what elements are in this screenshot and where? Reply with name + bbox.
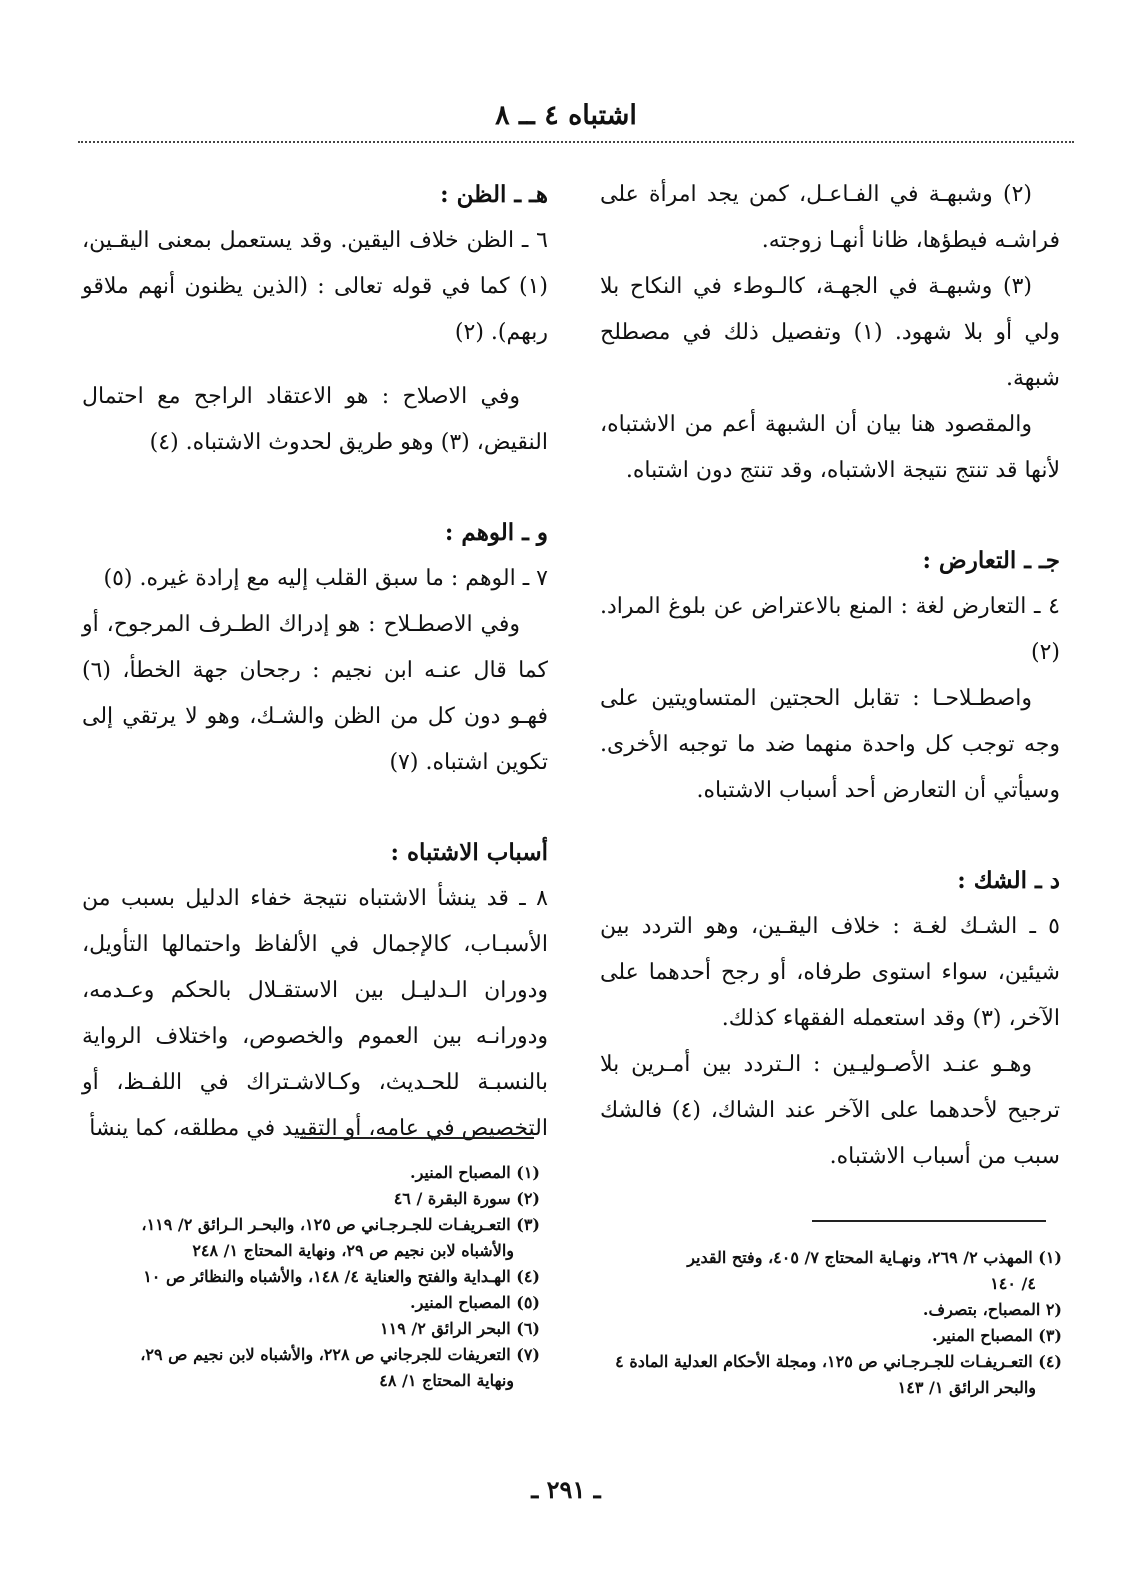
header-dotted-rule bbox=[78, 141, 1074, 143]
right-text-column bbox=[600, 172, 1060, 1180]
section-heading-shakk: د ـ الشك : bbox=[957, 867, 1060, 894]
footnotes-left bbox=[82, 1160, 540, 1394]
footnote: (٥) المصباح المنير. bbox=[410, 1293, 540, 1312]
paragraph: ٨ ـ قد ينشأ الاشتباه نتيجة خفاء الدليل بسبب من الأسبـاب، كالإجمال في الألفاظ واحتمالها التأويل، ودوران الـدليـل بين الاستقـلال بالحكم وعـدمه، ودورانـه بين العموم والخصوص، واختلاف الرواية بالنسبـة للحـديث، وكـالاشـتراك في اللفـظ، أو التخصيص في عامه، أو التقييد في مطلقه، كما ينشأ bbox=[82, 886, 548, 1141]
footnote-rule-left bbox=[300, 1137, 534, 1139]
paragraph: وهـو عنـد الأصـوليـين : الـتردد بين أمـرين بلا ترجيح لأحدهما على الآخر عند الشاك، (٤) فالشك سبب من أسباب الاشتباه. bbox=[600, 1052, 1060, 1169]
paragraph: ٦ ـ الظن خلاف اليقين. وقد يستعمل بمعنى اليقـين، (١) كما في قوله تعالى : (الذين يظنون أنهم ملاقو ربهم). (٢) bbox=[82, 228, 548, 345]
paragraph: (٢) وشبهـة في الفـاعـل، كمن يجد امرأة على فراشـه فيطؤها، ظانا أنهـا زوجته. bbox=[600, 182, 1060, 253]
paragraph: والمقصود هنا بيان أن الشبهة أعم من الاشتباه، لأنها قد تنتج نتيجة الاشتباه، وقد تنتج دون اشتباه. bbox=[600, 412, 1060, 483]
paragraph: ٥ ـ الشـك لغـة : خلاف اليقـين، وهو التردد بين شيئين، سواء استوى طرفاه، أو رجح أحدهما على الآخر، (٣) وقد استعمله الفقهاء كذلك. bbox=[600, 914, 1060, 1031]
paragraph: واصطـلاحـا : تقابل الحجتين المتساويتين على وجه توجب كل واحدة منهما ضد ما توجبه الأخرى. وسيأتي أن التعارض أحد أسباب الاشتباه. bbox=[600, 686, 1060, 803]
footnote: والأشباه لابن نجيم ص ٢٩، ونهاية المحتاج ١/ ٢٤٨ bbox=[192, 1241, 514, 1260]
paragraph: ٤ ـ التعارض لغة : المنع بالاعتراض عن بلوغ المراد. (٢) bbox=[600, 594, 1060, 665]
footnote: (٣) المصباح المنير. bbox=[932, 1326, 1062, 1345]
page-number: ـ ٢٩١ ـ bbox=[531, 1475, 601, 1504]
footnote: (١) المصباح المنير. bbox=[410, 1163, 540, 1182]
section-heading-wahm: و ـ الوهم : bbox=[444, 519, 548, 546]
footnote: ونهاية المحتاج ١/ ٤٨ bbox=[379, 1371, 514, 1390]
footnote: (٤) الهـداية والفتح والعناية ٤/ ١٤٨، والأشباه والنظائر ص ١٠ bbox=[143, 1267, 540, 1286]
paragraph: (٣) وشبهـة في الجهـة، كالـوطء في النكاح بلا ولي أو بلا شهود. (١) وتفصيل ذلك في مصطلح شبهة. bbox=[600, 274, 1060, 391]
footnote: (١) المهذب ٢/ ٢٦٩، ونهـاية المحتاج ٧/ ٤٠٥، وفتح القدير bbox=[687, 1248, 1062, 1267]
footnote: (٧) التعريفات للجرجاني ص ٢٢٨، والأشباه لابن نجيم ص ٢٩، bbox=[140, 1345, 540, 1364]
footnote: (٤) التعـريفـات للجـرجـاني ص ١٢٥، ومجلة الأحكام العدلية المادة ٤ bbox=[615, 1352, 1062, 1371]
section-heading-asbab: أسباب الاشتباه : bbox=[390, 839, 548, 866]
footnotes-right bbox=[596, 1245, 1062, 1401]
footnote: (٦) البحر الرائق ٢/ ١١٩ bbox=[380, 1319, 540, 1338]
section-heading-zann: هـ ـ الظن : bbox=[440, 181, 548, 208]
footnote: (٢ المصباح، بتصرف. bbox=[922, 1300, 1062, 1319]
footnote-rule-right bbox=[812, 1220, 1046, 1222]
section-heading-taarud: جـ ـ التعارض : bbox=[922, 547, 1060, 574]
left-text-column bbox=[82, 172, 548, 1152]
paragraph: ٧ ـ الوهم : ما سبق القلب إليه مع إرادة غيره. (٥) bbox=[103, 566, 548, 591]
footnote: ٤/ ١٤٠ bbox=[990, 1274, 1036, 1293]
footnote: والبحر الرائق ١/ ١٤٣ bbox=[897, 1378, 1036, 1397]
running-header: اشتباه ٤ ــ ٨ bbox=[495, 100, 637, 131]
footnote: (٢) سورة البقرة / ٤٦ bbox=[393, 1189, 540, 1208]
paragraph: وفي الاصلاح : هو الاعتقاد الراجح مع احتمال النقيض، (٣) وهو طريق لحدوث الاشتباه. (٤) bbox=[82, 384, 548, 455]
paragraph: وفي الاصطـلاح : هو إدراك الطـرف المرجوح، أو كما قال عنـه ابن نجيم : رجحان جهة الخطأ، (٦) فهـو دون كل من الظن والشـك، وهو لا يرتقي إلى تكوين اشتباه. (٧) bbox=[82, 612, 549, 775]
footnote: (٣) التعـريفـات للجـرجـاني ص ١٢٥، والبحـر الـرائق ٢/ ١١٩، bbox=[141, 1215, 540, 1234]
